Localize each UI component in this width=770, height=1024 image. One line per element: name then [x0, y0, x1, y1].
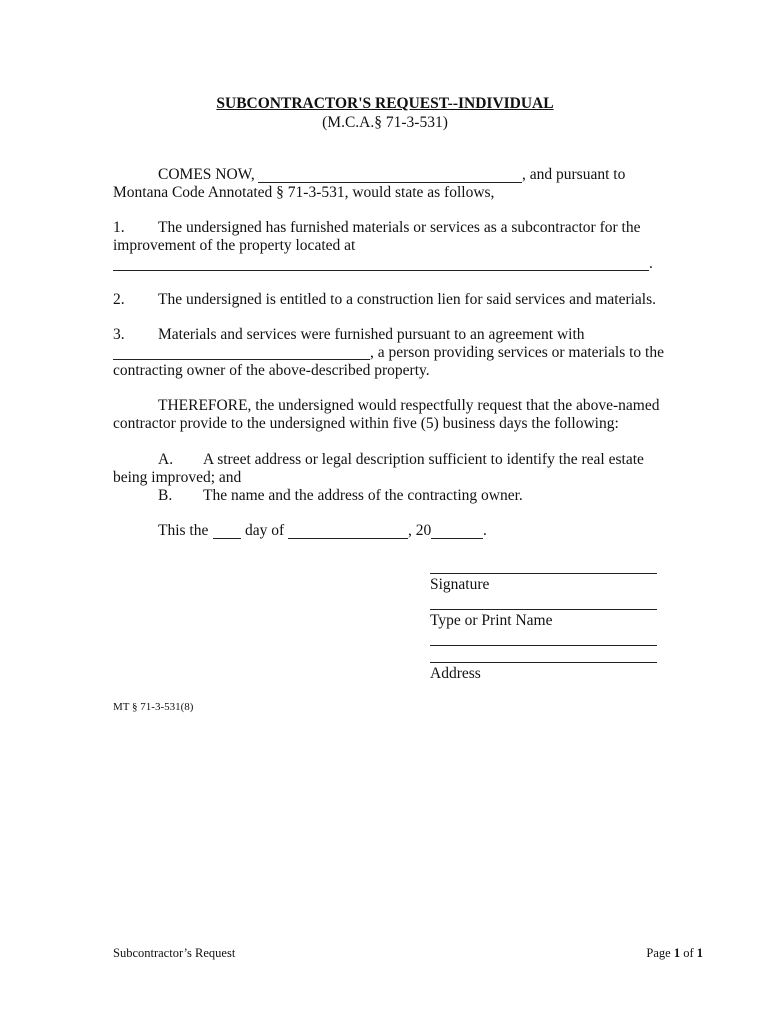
intro-line-2: Montana Code Annotated § 71-3-531, would state as follows, [113, 184, 495, 201]
page-prefix: Page [646, 946, 671, 960]
print-name-line[interactable] [430, 609, 657, 610]
comes-now-text: COMES NOW, [158, 166, 255, 183]
item-1-line-2: improvement of the property located at [113, 237, 356, 254]
item-1-number: 1. [113, 219, 125, 236]
request-b-line-1: The name and the address of the contracting owner. [203, 487, 523, 504]
item-2-number: 2. [113, 291, 125, 308]
property-location-blank-line[interactable] [113, 270, 649, 271]
footer-title: Subcontractor’s Request [113, 946, 236, 960]
item-1-line-1: The undersigned has furnished materials or services as a subcontractor for the [158, 219, 641, 236]
item-3-line-2: , a person providing services or materials to the [370, 344, 664, 361]
item-3-number: 3. [113, 326, 125, 343]
this-the-text: This the [158, 522, 209, 539]
item-1-end-period: . [649, 255, 653, 272]
month-blank-line[interactable] [288, 538, 408, 539]
signature-line[interactable] [430, 573, 657, 574]
contractor-blank-line[interactable] [113, 359, 370, 360]
address-line-2[interactable] [430, 662, 657, 663]
page-of: of [683, 946, 694, 960]
item-3-line-1: Materials and services were furnished pursuant to an agreement with [158, 326, 585, 343]
page-current: 1 [673, 946, 681, 960]
therefore-line-1: THEREFORE, the undersigned would respectfully request that the above-named [158, 397, 660, 414]
signature-label: Signature [430, 576, 490, 593]
print-name-label: Type or Print Name [430, 612, 553, 629]
request-a-line-1: A street address or legal description sufficient to identify the real estate [203, 451, 644, 468]
item-3-line-3: contracting owner of the above-described property. [113, 362, 430, 379]
pursuant-text: , and pursuant to [522, 166, 626, 183]
year-blank-line[interactable] [431, 538, 483, 539]
page-total: 1 [696, 946, 703, 960]
address-line-1[interactable] [430, 645, 657, 646]
request-a-label: A. [158, 451, 174, 468]
address-label: Address [430, 665, 481, 682]
day-of-text: day of [245, 522, 285, 539]
date-end-period: . [483, 522, 487, 539]
document-title: SUBCONTRACTOR'S REQUEST--INDIVIDUAL [216, 95, 554, 112]
item-2-line-1: The undersigned is entitled to a construction lien for said services and materials. [158, 291, 657, 308]
therefore-line-2: contractor provide to the undersigned within five (5) business days the following: [113, 415, 619, 432]
request-b-label: B. [158, 487, 173, 504]
request-a-line-2: being improved; and [113, 469, 242, 486]
day-blank-line[interactable] [213, 538, 241, 539]
document-subtitle: (M.C.A.§ 71-3-531) [322, 114, 448, 131]
footer-page-number [613, 944, 703, 962]
name-blank-line[interactable] [258, 182, 522, 183]
form-reference: MT § 71-3-531(8) [113, 701, 194, 713]
year-prefix-text: , 20 [408, 522, 432, 539]
